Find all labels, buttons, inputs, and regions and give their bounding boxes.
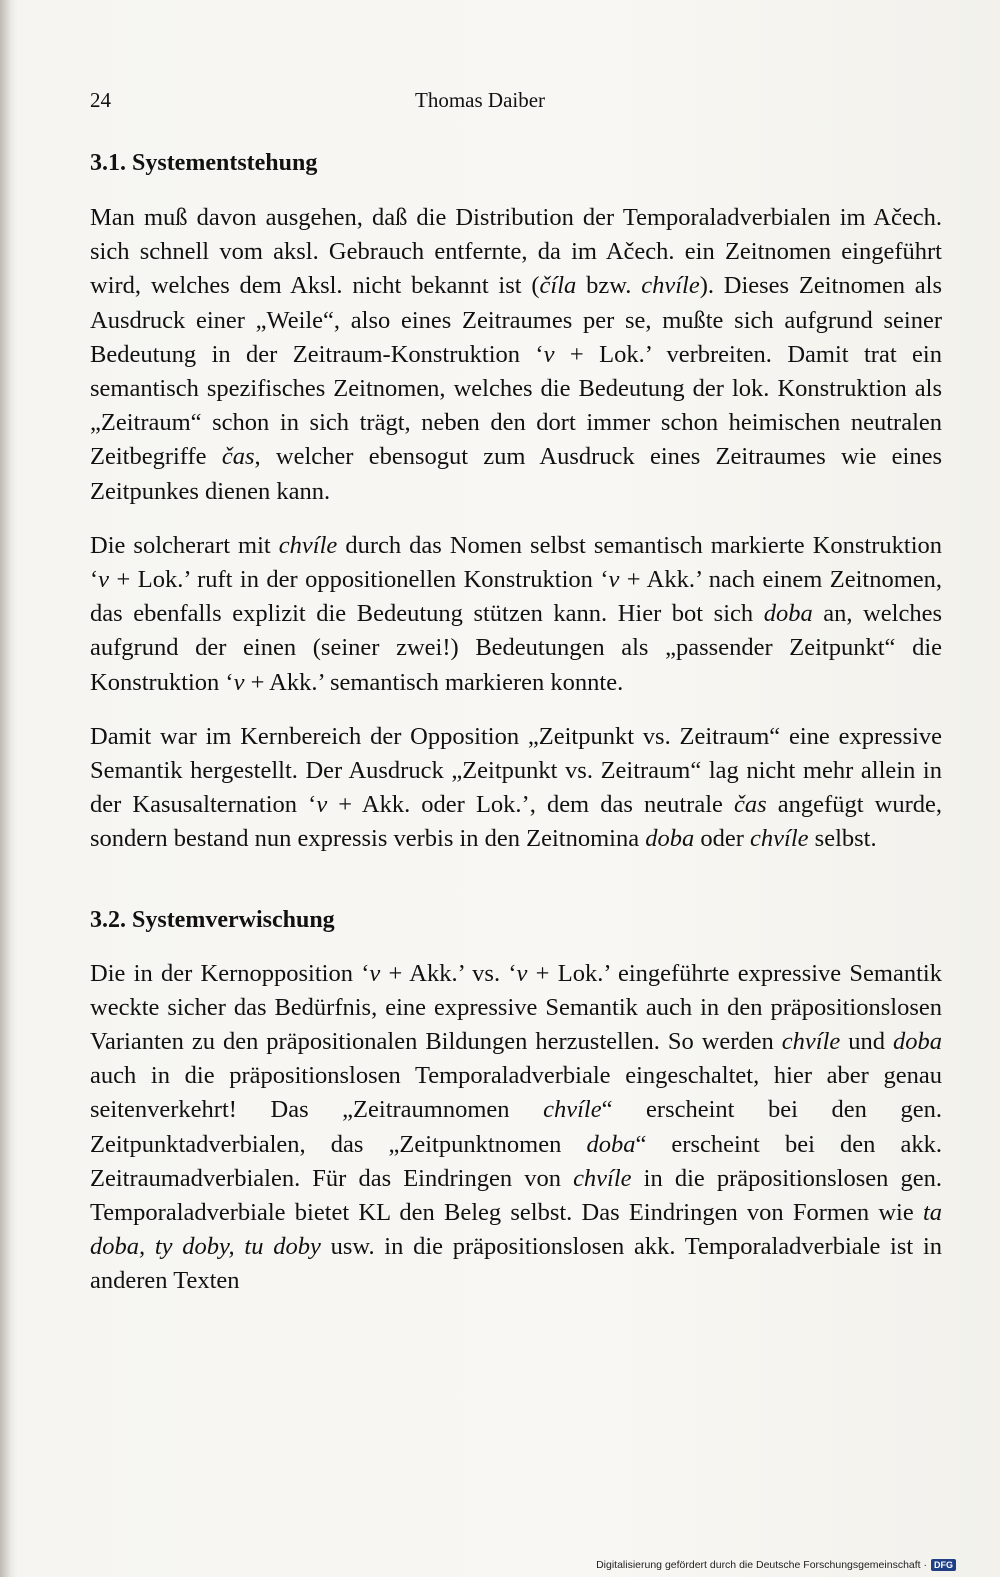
- section-heading-3-1: 3.1. Systementstehung: [90, 150, 318, 176]
- footer-credit-text: Digitalisierung gefördert durch die Deutsche Forschungsgemeinschaft ·: [596, 1559, 927, 1571]
- italic-term: v: [233, 668, 245, 696]
- digitization-footer: [596, 1559, 956, 1571]
- italic-term: ta doba, ty doby, tu doby: [90, 1199, 942, 1261]
- italic-term: doba: [763, 600, 813, 628]
- italic-term: v: [369, 959, 381, 987]
- italic-term: doba: [645, 825, 695, 853]
- italic-term: v: [316, 791, 328, 819]
- italic-term: v: [98, 566, 110, 594]
- running-head-author: Thomas Daiber: [415, 88, 546, 112]
- section-body-3-1: [90, 201, 942, 857]
- italic-term: chvíle: [573, 1164, 632, 1192]
- italic-term: čas: [734, 791, 767, 819]
- italic-term: v: [543, 340, 555, 368]
- paragraph: Die in der Kernopposition ‘v + Akk.’ vs. ‘v + Lok.’ eingeführte expressive Semantik weckte sicher das Bedürfnis, eine expressive Semantik auch in den präpositionslosen Varianten zu den präpositionalen Bildungen herzustellen. So werden chvíle und doba auch in die präpositionslosen Temporaladverbiale eingeschaltet, hier aber genau seitenverkehrt! Das „Zeitraumnomen chvíle“ erscheint bei den gen. Zeitpunktadverbialen, das „Zeitpunktnomen doba“ erscheint bei den akk. Zeitraumadverbialen. Für das Eindringen von chvíle in die präpositionslosen gen. Temporaladverbiale bietet KL den Beleg selbst. Das Eindringen von Formen wie ta doba, ty doby, tu doby usw. in die präpositionslosen akk. Temporaladverbiale ist in anderen Texten: [90, 959, 942, 1295]
- italic-term: chvíle: [543, 1096, 602, 1124]
- dfg-logo-icon: DFG: [931, 1559, 956, 1571]
- italic-term: číla: [539, 272, 577, 300]
- italic-term: chvíle: [278, 531, 338, 559]
- paragraph: Damit war im Kernbereich der Opposition „Zeitpunkt vs. Zeitraum“ eine expressive Semantik hergestellt. Der Ausdruck „Zeitpunkt vs. Zeitraum“ lag nicht mehr allein in der Kasusalternation ‘v + Akk. oder Lok.’, dem das neutrale čas angefügt wurde, sondern bestand nun expressis verbis in den Zeitnomina doba oder chvíle selbst.: [90, 722, 942, 853]
- section-heading-3-2: 3.2. Systemverwischung: [90, 906, 335, 933]
- section-body-3-2: [90, 957, 942, 1299]
- italic-term: v: [608, 566, 620, 594]
- page-spine-shadow: [0, 0, 10, 1577]
- italic-term: doba: [893, 1028, 942, 1056]
- italic-term: chvíle: [750, 825, 809, 853]
- page-header: [90, 88, 942, 118]
- paragraph: Die solcherart mit chvíle durch das Nomen selbst semantisch markierte Konstruktion ‘v + Lok.’ ruft in der oppositionellen Konstruktion ‘v + Akk.’ nach einem Zeitnomen, das ebenfalls explizit die Bedeutung stützen kann. Hier bot sich doba an, welches aufgrund der einen (seiner zwei!) Bedeutungen als „passender Zeitpunkt“ die Konstruktion ‘v + Akk.’ semantisch markieren konnte.: [90, 531, 943, 696]
- paragraph: Man muß davon ausgehen, daß die Distribution der Temporaladverbialen im Ačech. sich schnell vom aksl. Gebrauch entfernte, da im Ačech. ein Zeitnomen eingeführt wird, welches dem Aksl. nicht bekannt ist (číla bzw. chvíle). Dieses Zeitnomen als Ausdruck einer „Weile“, also eines Zeitraumes per se, mußte sich aufgrund seiner Bedeutung in der Zeitraum-Konstruktion ‘v + Lok.’ verbreiten. Damit trat ein semantisch spezifisches Zeitnomen, welches die Bedeutung der lok. Konstruktion als „Zeitraum“ schon in sich trägt, neben den dort immer schon heimischen neutralen Zeitbegriffe čas, welcher ebensogut zum Ausdruck eines Zeitraumes wie eines Zeitpunkes dienen kann.: [90, 204, 943, 505]
- italic-term: v: [516, 959, 528, 987]
- page-content: [90, 146, 942, 1299]
- italic-term: chvíle: [781, 1028, 841, 1056]
- page-number: 24: [90, 88, 111, 112]
- italic-term: chvíle: [641, 272, 700, 300]
- italic-term: doba: [586, 1130, 636, 1158]
- italic-term: čas: [221, 443, 255, 471]
